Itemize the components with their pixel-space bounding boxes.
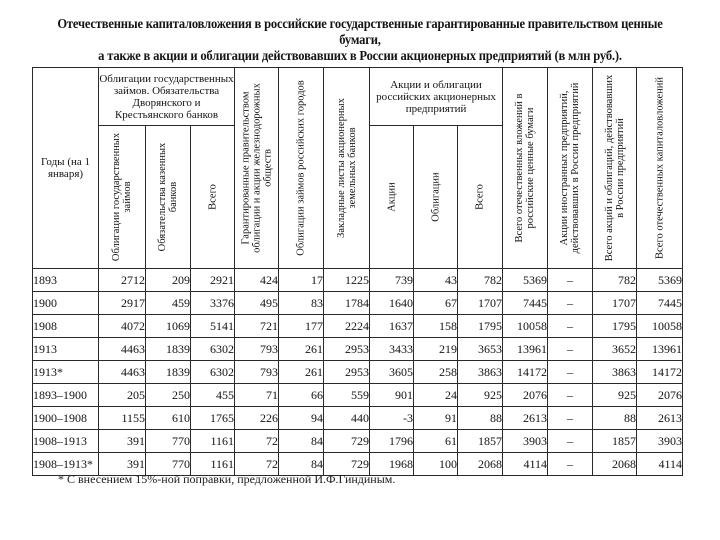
table-cell: 1857 <box>593 430 637 453</box>
table-cell: 4463 <box>99 361 146 384</box>
row-year: 1893–1900 <box>33 384 99 407</box>
table-cell: 3863 <box>593 361 637 384</box>
table-cell: 2224 <box>324 315 370 338</box>
table-cell: 6302 <box>191 338 235 361</box>
table-cell: 455 <box>191 384 235 407</box>
table-cell: 13961 <box>503 338 548 361</box>
table-cell: 94 <box>279 407 324 430</box>
header-years-label: Годы (на 1 января) <box>41 156 90 180</box>
row-year: 1900–1908 <box>33 407 99 430</box>
table-cell: 1839 <box>146 338 191 361</box>
table-cell: 925 <box>458 384 503 407</box>
table-cell: 2953 <box>324 338 370 361</box>
table-cell: 2953 <box>324 361 370 384</box>
table-cell: 793 <box>235 361 279 384</box>
row-year: 1913 <box>33 338 99 361</box>
table-cell: 2917 <box>99 292 146 315</box>
table-cell: 1640 <box>370 292 414 315</box>
header-js-total <box>458 126 503 269</box>
header-joint-stock-group <box>370 68 503 126</box>
table-cell: 226 <box>235 407 279 430</box>
table-cell: – <box>548 292 593 315</box>
table-cell: 729 <box>324 453 370 476</box>
header-guaranteed <box>235 68 279 269</box>
header-shares-label: Акции <box>386 182 398 212</box>
table-cell: 559 <box>324 384 370 407</box>
table-cell: 14172 <box>503 361 548 384</box>
table-cell: 782 <box>458 269 503 292</box>
header-city-bonds-label: Облигации займов российских городов <box>295 80 307 256</box>
table-cell: 10058 <box>637 315 683 338</box>
table-cell: 2068 <box>458 453 503 476</box>
table-cell: 1784 <box>324 292 370 315</box>
table-cell: 5369 <box>503 269 548 292</box>
table-cell: 770 <box>146 430 191 453</box>
table-cell: 250 <box>146 384 191 407</box>
table-cell: 2613 <box>503 407 548 430</box>
table-cell: 209 <box>146 269 191 292</box>
table-cell: 72 <box>235 430 279 453</box>
table-cell: 1796 <box>370 430 414 453</box>
table-cell: 17 <box>279 269 324 292</box>
table-cell: 1069 <box>146 315 191 338</box>
table-cell: 3903 <box>637 430 683 453</box>
header-total-domestic-securities <box>503 68 548 269</box>
header-state-bank-obligations-label: Обязательства казенных банков <box>157 142 179 252</box>
table-cell: 88 <box>458 407 503 430</box>
title-line-1: Отечественные капиталовложения в российские государственные гарантированные правительством ценные бумаги, <box>57 16 663 47</box>
table-cell: 84 <box>279 453 324 476</box>
table-cell: 7445 <box>637 292 683 315</box>
table-cell: 3376 <box>191 292 235 315</box>
header-mortgage-notes-label: Закладные листы акционерных земельных банков <box>335 98 358 238</box>
table-cell: 6302 <box>191 361 235 384</box>
table-cell: 43 <box>414 269 458 292</box>
table-cell: 2076 <box>503 384 548 407</box>
header-gov-bonds-group <box>99 68 235 126</box>
table-cell: – <box>548 338 593 361</box>
table-cell: -3 <box>370 407 414 430</box>
row-year: 1908 <box>33 315 99 338</box>
row-year: 1900 <box>33 292 99 315</box>
table-cell: 3863 <box>458 361 503 384</box>
table-cell: 925 <box>593 384 637 407</box>
header-gov-bonds-label: Облигации государственных займов <box>111 133 133 262</box>
table-cell: 1155 <box>99 407 146 430</box>
row-year: 1893 <box>33 269 99 292</box>
table-cell: 793 <box>235 338 279 361</box>
table-row <box>33 361 683 384</box>
table-cell: 782 <box>593 269 637 292</box>
header-total-shares-bonds <box>593 68 637 269</box>
header-bonds <box>414 126 458 269</box>
table-cell: 424 <box>235 269 279 292</box>
table-cell: 258 <box>414 361 458 384</box>
table-cell: 4114 <box>503 453 548 476</box>
table-cell: 1857 <box>458 430 503 453</box>
table-cell: – <box>548 407 593 430</box>
header-joint-stock-group-label: Акции и облигации российских акционерных предприятий <box>376 78 496 115</box>
footnote: * С внесением 15%-ной поправки, предложенной И.Ф.Гиндиным. <box>58 472 396 486</box>
table-row <box>33 384 683 407</box>
table-cell: 495 <box>235 292 279 315</box>
table-cell: 24 <box>414 384 458 407</box>
table-cell: 14172 <box>637 361 683 384</box>
header-total-domestic-investment <box>637 68 683 269</box>
table-cell: 4072 <box>99 315 146 338</box>
table-cell: 5141 <box>191 315 235 338</box>
table-cell: – <box>548 315 593 338</box>
table-cell: 4463 <box>99 338 146 361</box>
row-year: 1913* <box>33 361 99 384</box>
table-cell: 261 <box>279 361 324 384</box>
row-year: 1908–1913* <box>33 453 99 476</box>
header-gov-total-label: Всего <box>207 184 219 211</box>
table-cell: – <box>548 269 593 292</box>
table-cell: 158 <box>414 315 458 338</box>
table-cell: 3652 <box>593 338 637 361</box>
table-cell: 3605 <box>370 361 414 384</box>
header-gov-bonds-group-label: Облигации государственных займов. Обязательства Дворянского и Крестьянского банков <box>99 72 234 121</box>
table-cell: 1161 <box>191 453 235 476</box>
header-years <box>33 68 99 269</box>
header-row-groups <box>33 68 683 126</box>
header-gov-bonds <box>99 126 146 269</box>
table-cell: 739 <box>370 269 414 292</box>
table-cell: – <box>548 361 593 384</box>
header-mortgage-notes <box>324 68 370 269</box>
table-cell: 1637 <box>370 315 414 338</box>
table-cell: – <box>548 453 593 476</box>
header-guaranteed-label: Гарантированные правительством облигации и акции железнодорожных обществ <box>240 83 274 253</box>
header-js-total-label: Всего <box>474 184 486 211</box>
table-cell: 1161 <box>191 430 235 453</box>
table-cell: 219 <box>414 338 458 361</box>
table-cell: 91 <box>414 407 458 430</box>
table-cell: 1707 <box>458 292 503 315</box>
table-cell: 100 <box>414 453 458 476</box>
table-cell: 2613 <box>637 407 683 430</box>
table-cell: 66 <box>279 384 324 407</box>
table-cell: 440 <box>324 407 370 430</box>
header-foreign-shares-label: Акции иностранных предприятий, действовавших в России предприятий <box>559 82 582 254</box>
table-cell: 84 <box>279 430 324 453</box>
table-cell: 1707 <box>593 292 637 315</box>
table-cell: 10058 <box>503 315 548 338</box>
table-cell: 4114 <box>637 453 683 476</box>
table-cell: 1968 <box>370 453 414 476</box>
table-cell: 1795 <box>458 315 503 338</box>
table-cell: 5369 <box>637 269 683 292</box>
table-cell: 2076 <box>637 384 683 407</box>
table-cell: 1765 <box>191 407 235 430</box>
document-title <box>53 16 667 64</box>
header-total-shares-bonds-label: Всего акций и облигаций, действовавших в России предприятий <box>603 74 626 262</box>
investment-table <box>32 67 683 476</box>
table-cell: 2921 <box>191 269 235 292</box>
header-state-bank-obligations <box>146 126 191 269</box>
table-cell: 205 <box>99 384 146 407</box>
table-cell: 7445 <box>503 292 548 315</box>
table-cell: – <box>548 430 593 453</box>
table-row <box>33 269 683 292</box>
table-cell: 261 <box>279 338 324 361</box>
table-cell: 770 <box>146 453 191 476</box>
table-cell: 177 <box>279 315 324 338</box>
table-cell: – <box>548 384 593 407</box>
table-cell: 391 <box>99 430 146 453</box>
table-row <box>33 292 683 315</box>
table-cell: 459 <box>146 292 191 315</box>
header-shares <box>370 126 414 269</box>
table-cell: 1795 <box>593 315 637 338</box>
table-cell: 901 <box>370 384 414 407</box>
title-line-2: а также в акции и облигации действовавших в России акционерных предприятий (в млн руб.). <box>98 48 622 63</box>
table-body <box>33 269 683 476</box>
table-cell: 1839 <box>146 361 191 384</box>
table-cell: 391 <box>99 453 146 476</box>
table-cell: 13961 <box>637 338 683 361</box>
table-cell: 721 <box>235 315 279 338</box>
table-row <box>33 338 683 361</box>
table-cell: 1225 <box>324 269 370 292</box>
table-cell: 610 <box>146 407 191 430</box>
table-cell: 3653 <box>458 338 503 361</box>
table-row <box>33 430 683 453</box>
table-cell: 3433 <box>370 338 414 361</box>
header-bonds-label: Облигации <box>430 172 442 222</box>
header-foreign-shares <box>548 68 593 269</box>
table-cell: 71 <box>235 384 279 407</box>
table-cell: 3903 <box>503 430 548 453</box>
table-cell: 2068 <box>593 453 637 476</box>
table-cell: 72 <box>235 453 279 476</box>
header-gov-total <box>191 126 235 269</box>
table-cell: 83 <box>279 292 324 315</box>
table-cell: 67 <box>414 292 458 315</box>
table-cell: 729 <box>324 430 370 453</box>
header-total-domestic-securities-label: Всего отечественных вложений в российские ценные бумаги <box>514 93 537 243</box>
header-total-domestic-investment-label: Всего отечественных капиталовложений <box>654 77 666 259</box>
header-city-bonds <box>279 68 324 269</box>
table-row <box>33 315 683 338</box>
table-row <box>33 407 683 430</box>
table-cell: 61 <box>414 430 458 453</box>
row-year: 1908–1913 <box>33 430 99 453</box>
table-cell: 88 <box>593 407 637 430</box>
table-cell: 2712 <box>99 269 146 292</box>
